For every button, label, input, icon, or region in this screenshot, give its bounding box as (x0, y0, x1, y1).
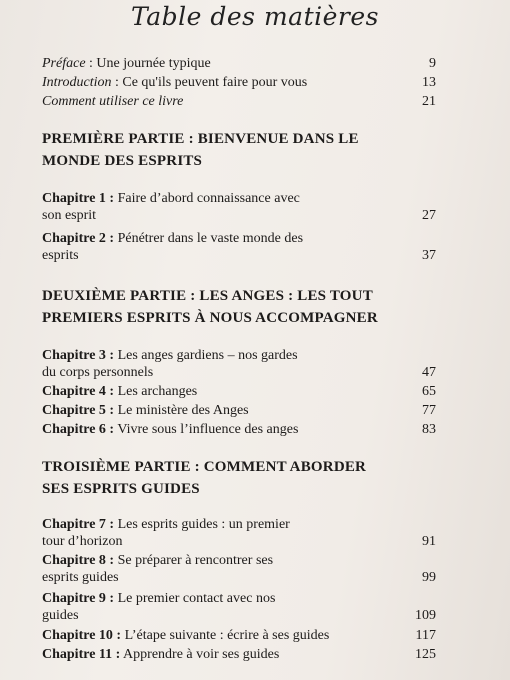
toc-entry-introduction (42, 74, 436, 91)
chapter-label: Chapitre 6 : (42, 422, 115, 437)
part-title-line: MONDE DES ESPRITS (42, 153, 203, 169)
toc-chapter-1 (42, 190, 436, 224)
chapter-label: Chapitre 4 : (42, 384, 115, 399)
entry-label: Introduction (42, 75, 112, 90)
chapter-label: Chapitre 5 : (42, 403, 115, 418)
part-heading-1 (42, 128, 442, 172)
part-title-line: PREMIÈRE PARTIE : BIENVENUE DANS LE (42, 131, 359, 147)
toc-chapter-9 (42, 590, 436, 624)
chapter-title: Vivre sous l’influence des anges (117, 422, 299, 437)
page-number: 125 (415, 647, 436, 662)
chapter-title: Pénétrer dans le vaste monde des (117, 231, 304, 246)
chapter-label: Chapitre 1 : (42, 191, 115, 206)
chapter-title: Le premier contact avec nos (117, 591, 276, 606)
toc-chapter-4 (42, 383, 436, 400)
chapter-label: Chapitre 10 : (42, 628, 122, 643)
chapter-label: Chapitre 7 : (42, 517, 115, 532)
page-number: 83 (422, 422, 436, 437)
page-number: 9 (429, 56, 436, 71)
entry-text: Une journée typique (96, 56, 211, 71)
page-number: 117 (415, 628, 436, 643)
chapter-title-cont: guides (42, 608, 79, 623)
page-number: 77 (422, 403, 436, 418)
part-title-line: SES ESPRITS GUIDES (42, 481, 200, 497)
part-heading-3 (42, 456, 442, 500)
toc-chapter-8 (42, 552, 436, 586)
entry-label: Comment utiliser ce livre (42, 94, 184, 109)
chapter-title: Apprendre à voir ses guides (123, 647, 280, 662)
chapter-title-cont: esprits (42, 248, 79, 263)
part-title-line: DEUXIÈME PARTIE : LES ANGES : LES TOUT (42, 288, 373, 304)
chapter-title: Les archanges (117, 384, 198, 399)
chapter-title: L’étape suivante : écrire à ses guides (124, 628, 330, 643)
page-number: 37 (422, 248, 436, 263)
page-number: 47 (422, 365, 436, 380)
toc-chapter-6 (42, 421, 436, 438)
toc-chapter-2 (42, 230, 436, 264)
chapter-label: Chapitre 2 : (42, 231, 115, 246)
chapter-label: Chapitre 3 : (42, 348, 115, 363)
page-number: 21 (422, 94, 436, 109)
page-number: 99 (422, 570, 436, 585)
part-title-line: TROISIÈME PARTIE : COMMENT ABORDER (42, 459, 367, 475)
page-number: 13 (422, 75, 436, 90)
entry-separator: : (111, 75, 123, 90)
chapter-title-cont: son esprit (42, 208, 97, 223)
part-heading-2 (42, 285, 442, 329)
entry-label: Préface (42, 56, 86, 71)
toc-chapter-5 (42, 402, 436, 419)
toc-chapter-7 (42, 516, 436, 550)
toc-chapter-3 (42, 347, 436, 381)
chapter-title-cont: esprits guides (42, 570, 119, 585)
page-number: 27 (422, 208, 436, 223)
chapter-title: Le ministère des Anges (117, 403, 249, 418)
toc-chapter-10 (42, 627, 436, 644)
chapter-title-cont: tour d’horizon (42, 534, 123, 549)
page-number: 91 (422, 534, 436, 549)
part-title-line: PREMIERS ESPRITS À NOUS ACCOMPAGNER (42, 310, 378, 326)
toc-entry-preface (42, 55, 436, 72)
page-number: 109 (415, 608, 436, 623)
toc-title: Table des matières (131, 2, 379, 31)
page-number: 65 (422, 384, 436, 399)
entry-text: Ce qu'ils peuvent faire pour vous (122, 75, 308, 90)
entry-separator: : (85, 56, 97, 71)
chapter-label: Chapitre 11 : (42, 647, 121, 662)
toc-entry-how-to-use (42, 93, 436, 110)
chapter-title: Les esprits guides : un premier (117, 517, 290, 532)
chapter-title: Faire d’abord connaissance avec (117, 191, 300, 206)
chapter-label: Chapitre 9 : (42, 591, 115, 606)
chapter-label: Chapitre 8 : (42, 553, 115, 568)
toc-chapter-11 (42, 646, 436, 663)
chapter-title: Les anges gardiens – nos gardes (117, 348, 298, 363)
chapter-title-cont: du corps personnels (42, 365, 154, 380)
chapter-title: Se préparer à rencontrer ses (117, 553, 274, 568)
